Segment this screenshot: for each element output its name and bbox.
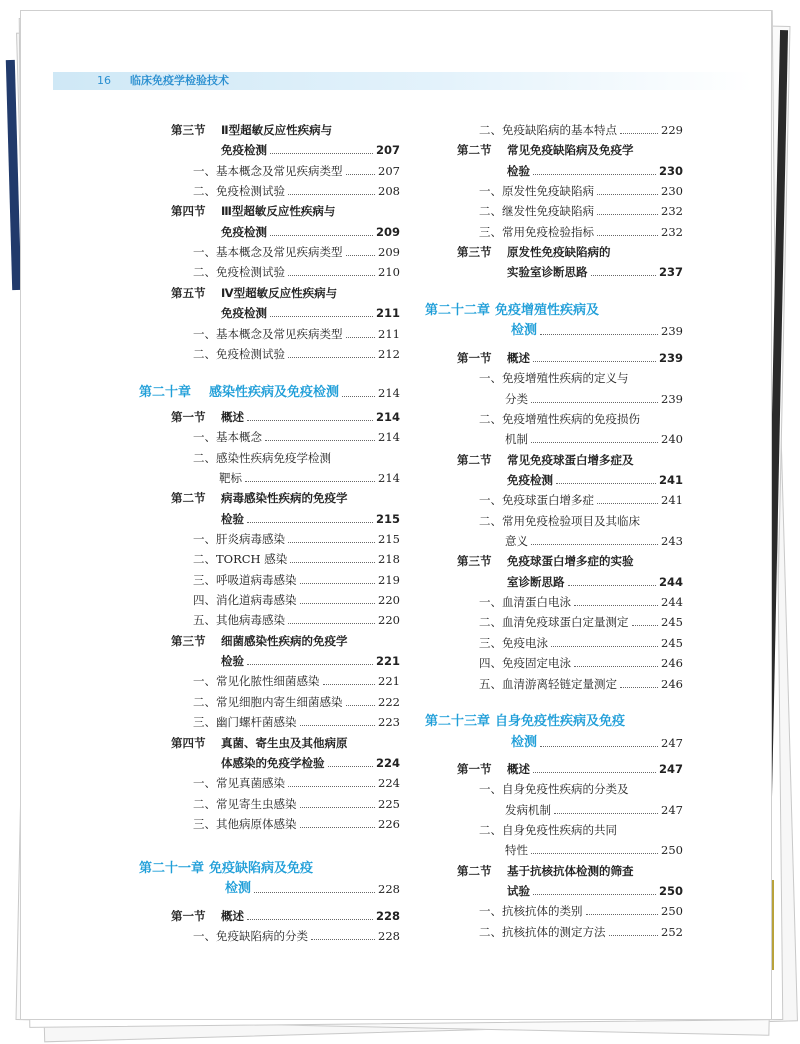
toc-entry-title: 自身免疫性疾病及免疫 bbox=[495, 714, 626, 730]
toc-entry-title: 免疫增殖性疾病及 bbox=[495, 303, 600, 319]
section-label: 第一节 bbox=[457, 350, 492, 365]
toc-entry bbox=[219, 466, 400, 486]
toc-entry bbox=[171, 731, 400, 751]
toc-entry-title: 二、免疫检测试验 bbox=[193, 184, 285, 199]
dot-leader bbox=[540, 334, 658, 335]
toc-entry-title: 一、自身免疫性疾病的分类及 bbox=[479, 782, 629, 797]
toc-entry bbox=[479, 407, 683, 427]
toc-entry-title: 一、基本概念 bbox=[193, 430, 262, 445]
section-label: 第二节 bbox=[457, 143, 492, 158]
dot-leader bbox=[533, 174, 656, 175]
dot-leader bbox=[540, 746, 658, 747]
toc-entry-title: 概述 bbox=[507, 761, 530, 776]
dot-leader bbox=[323, 684, 376, 685]
toc-entry bbox=[193, 179, 400, 199]
toc-entry-title: 二、TORCH 感染 bbox=[193, 552, 288, 567]
dot-leader bbox=[265, 440, 375, 441]
toc-entry bbox=[505, 529, 683, 549]
toc-entry-title: 一、肝炎病毒感染 bbox=[193, 532, 285, 547]
toc-page-number: 228 bbox=[378, 882, 400, 897]
toc-page-number: 220 bbox=[378, 593, 400, 608]
toc-entry-title: 二、感染性疾病免疫学检测 bbox=[193, 450, 331, 465]
toc-page-number: 244 bbox=[661, 595, 683, 610]
dot-leader bbox=[533, 361, 656, 362]
toc-page-number: 240 bbox=[661, 432, 683, 447]
dot-leader bbox=[328, 766, 373, 767]
toc-entry bbox=[193, 792, 400, 812]
toc-entry-title: 二、抗核抗体的测定方法 bbox=[479, 924, 606, 939]
toc-entry bbox=[505, 838, 683, 858]
toc-entry-title: 二、常用免疫检验项目及其临床 bbox=[479, 513, 640, 528]
section-label: 第三节 bbox=[457, 245, 492, 260]
toc-entry bbox=[479, 818, 683, 838]
dot-leader bbox=[290, 562, 375, 563]
toc-entry-title: 一、常见真菌感染 bbox=[193, 776, 285, 791]
toc-entry-title: 二、常见细胞内寄生细菌感染 bbox=[193, 694, 343, 709]
toc-entry-title: 一、常见化脓性细菌感染 bbox=[193, 674, 320, 689]
toc-page-number: 239 bbox=[661, 391, 683, 406]
toc-entry-title: 真菌、寄生虫及其他病原 bbox=[221, 735, 348, 750]
toc-page-number: 250 bbox=[661, 843, 683, 858]
dot-leader bbox=[597, 194, 658, 195]
dot-leader bbox=[346, 174, 376, 175]
toc-entry-title: 五、血清游离轻链定量测定 bbox=[479, 676, 617, 691]
toc-entry bbox=[193, 568, 400, 588]
dot-leader bbox=[270, 235, 373, 236]
toc-entry-title: 三、常用免疫检验指标 bbox=[479, 224, 594, 239]
toc-page-number: 232 bbox=[661, 204, 683, 219]
dot-leader bbox=[346, 255, 376, 256]
toc-entry-title: 二、免疫缺陷病的基本特点 bbox=[479, 123, 617, 137]
toc-entry bbox=[193, 240, 400, 260]
section-label: 第三节 bbox=[457, 554, 492, 569]
toc-entry bbox=[193, 812, 400, 832]
toc-page-number: 214 bbox=[378, 470, 400, 485]
toc-page-number: 210 bbox=[378, 265, 400, 280]
section-label: 第三节 bbox=[171, 633, 206, 648]
toc-entry bbox=[193, 588, 400, 608]
toc-entry bbox=[193, 924, 400, 944]
toc-entry-title: 检验 bbox=[507, 163, 530, 178]
toc-entry bbox=[221, 649, 400, 669]
toc-page-number: 247 bbox=[658, 761, 683, 776]
toc-page-number: 222 bbox=[378, 694, 400, 709]
page-number: 16 bbox=[97, 74, 111, 87]
toc-page-number: 250 bbox=[658, 884, 683, 899]
toc-entry bbox=[479, 220, 683, 240]
toc-entry-title: 细菌感染性疾病的免疫学 bbox=[221, 633, 348, 648]
toc-page-number: 250 bbox=[661, 904, 683, 919]
toc-entry-title: 一、抗核抗体的类别 bbox=[479, 904, 583, 919]
toc-page-number: 208 bbox=[378, 184, 400, 199]
toc-page-number: 207 bbox=[375, 143, 400, 158]
toc-page-number: 230 bbox=[661, 184, 683, 199]
toc-page-number: 209 bbox=[378, 245, 400, 260]
toc-entry bbox=[505, 798, 683, 818]
toc-entry bbox=[479, 509, 683, 529]
toc-entry-title: 概述 bbox=[221, 908, 244, 923]
dot-leader bbox=[533, 894, 656, 895]
toc-page-number: 225 bbox=[378, 796, 400, 811]
toc-page-number: 237 bbox=[658, 265, 683, 280]
toc-entry bbox=[457, 549, 683, 569]
dot-leader bbox=[609, 935, 659, 936]
toc-entry bbox=[193, 322, 400, 342]
toc-page-number: 211 bbox=[378, 326, 400, 341]
toc-entry-title: 一、原发性免疫缺陷病 bbox=[479, 184, 594, 199]
toc-entry-title: 检测 bbox=[225, 881, 252, 897]
toc-page-number: 228 bbox=[375, 908, 400, 923]
toc-page-number: 252 bbox=[661, 924, 683, 939]
toc-entry-title: 免疫检测 bbox=[221, 143, 267, 158]
toc-entry bbox=[193, 669, 400, 689]
toc-entry-title: Ⅱ型超敏反应性疾病与 bbox=[221, 123, 333, 137]
toc-entry bbox=[171, 405, 400, 425]
dot-leader bbox=[311, 939, 375, 940]
dot-leader bbox=[300, 807, 376, 808]
toc-entry-title: 一、血清蛋白电泳 bbox=[479, 595, 571, 610]
toc-entry bbox=[225, 877, 400, 897]
dot-leader bbox=[591, 275, 656, 276]
toc-entry-title: 三、免疫电泳 bbox=[479, 635, 548, 650]
toc-entry-title: 四、消化道病毒感染 bbox=[193, 593, 297, 608]
toc-entry bbox=[171, 904, 400, 924]
dot-leader bbox=[300, 603, 376, 604]
toc-page-number: 230 bbox=[658, 163, 683, 178]
toc-page-number: 244 bbox=[658, 574, 683, 589]
toc-entry-title: 基于抗核抗体检测的筛查 bbox=[507, 863, 634, 878]
dot-leader bbox=[586, 914, 659, 915]
toc-entry bbox=[479, 672, 683, 692]
section-label: 第一节 bbox=[171, 908, 206, 923]
section-label: 第二节 bbox=[457, 863, 492, 878]
toc-page-number: 247 bbox=[661, 735, 683, 750]
toc-page-number: 209 bbox=[375, 224, 400, 239]
toc-entry bbox=[511, 731, 683, 751]
toc-entry bbox=[479, 199, 683, 219]
dot-leader bbox=[288, 542, 375, 543]
dot-leader bbox=[270, 153, 373, 154]
dot-leader bbox=[245, 481, 375, 482]
toc-entry bbox=[193, 446, 400, 466]
toc-entry-title: 实验室诊断思路 bbox=[507, 265, 588, 280]
chapter-label: 第二十一章 bbox=[139, 860, 205, 876]
toc-entry-title: 二、自身免疫性疾病的共同 bbox=[479, 823, 617, 838]
chapter-label: 第二十三章 bbox=[425, 714, 491, 730]
toc-entry-title: 免疫检测 bbox=[221, 224, 267, 239]
toc-entry bbox=[139, 857, 400, 877]
toc-page-number: 221 bbox=[375, 654, 400, 669]
toc-entry-title: 机制 bbox=[505, 432, 528, 447]
toc-entry-title: 试验 bbox=[507, 884, 530, 899]
toc-entry bbox=[221, 507, 400, 527]
toc-entry bbox=[221, 138, 400, 158]
toc-entry-title: 常见免疫缺陷病及免疫学 bbox=[507, 143, 634, 158]
toc-entry-title: 一、免疫球蛋白增多症 bbox=[479, 493, 594, 508]
toc-entry bbox=[507, 260, 683, 280]
toc-entry-title: 免疫球蛋白增多症的实验 bbox=[507, 554, 634, 569]
toc-entry-title: 检测 bbox=[511, 734, 538, 750]
toc-entry bbox=[193, 159, 400, 179]
toc-entry-title: 二、免疫检测试验 bbox=[193, 346, 285, 361]
toc-page-number: 212 bbox=[378, 346, 400, 361]
dot-leader bbox=[288, 194, 375, 195]
dot-leader bbox=[531, 853, 658, 854]
dot-leader bbox=[247, 420, 373, 421]
toc-page-number: 245 bbox=[661, 635, 683, 650]
toc-entry bbox=[511, 319, 683, 339]
toc-entry bbox=[479, 118, 683, 138]
toc-entry-title: 二、免疫增殖性疾病的免疫损伤 bbox=[479, 411, 640, 426]
dot-leader bbox=[342, 396, 375, 397]
dot-leader bbox=[288, 357, 375, 358]
dot-leader bbox=[254, 892, 375, 893]
toc-entry bbox=[479, 590, 683, 610]
toc-entry bbox=[457, 757, 683, 777]
toc-entry-title: 一、基本概念及常见疾病类型 bbox=[193, 245, 343, 260]
dot-leader bbox=[288, 275, 375, 276]
toc-entry bbox=[457, 240, 683, 260]
dot-leader bbox=[288, 623, 375, 624]
dot-leader bbox=[247, 664, 373, 665]
toc-entry-title: 室诊断思路 bbox=[507, 574, 565, 589]
toc-entry bbox=[193, 425, 400, 445]
toc-page-number: 247 bbox=[661, 802, 683, 817]
toc-entry bbox=[479, 899, 683, 919]
toc-entry-title: 三、幽门螺杆菌感染 bbox=[193, 715, 297, 730]
dot-leader bbox=[574, 666, 658, 667]
dot-leader bbox=[531, 544, 658, 545]
toc-entry bbox=[425, 299, 683, 319]
dot-leader bbox=[300, 725, 376, 726]
toc-entry bbox=[479, 179, 683, 199]
dot-leader bbox=[533, 772, 656, 773]
toc-page-number: 214 bbox=[378, 430, 400, 445]
dot-leader bbox=[247, 522, 373, 523]
dot-leader bbox=[288, 786, 375, 787]
toc-entry bbox=[171, 199, 400, 219]
toc-entry bbox=[457, 138, 683, 158]
toc-entry-title: 发病机制 bbox=[505, 802, 551, 817]
toc-entry-title: 三、其他病原体感染 bbox=[193, 816, 297, 831]
toc-page-number: 219 bbox=[378, 572, 400, 587]
toc-entry-title: 一、免疫增殖性疾病的定义与 bbox=[479, 371, 629, 386]
section-label: 第二节 bbox=[457, 452, 492, 467]
toc-entry bbox=[479, 366, 683, 386]
toc-page-number: 218 bbox=[378, 552, 400, 567]
toc-entry-title: 免疫检测 bbox=[221, 306, 267, 321]
toc-entry bbox=[479, 651, 683, 671]
dot-leader bbox=[620, 133, 658, 134]
toc-entry-title: 五、其他病毒感染 bbox=[193, 613, 285, 628]
toc-entry bbox=[479, 488, 683, 508]
toc-entry bbox=[193, 527, 400, 547]
toc-page-number: 215 bbox=[375, 511, 400, 526]
toc-entry bbox=[171, 629, 400, 649]
toc-page-number: 243 bbox=[661, 534, 683, 549]
toc-entry-title: 一、基本概念及常见疾病类型 bbox=[193, 163, 343, 178]
toc-entry-title: 特性 bbox=[505, 843, 528, 858]
toc-entry bbox=[505, 387, 683, 407]
toc-entry-title: 二、血清免疫球蛋白定量测定 bbox=[479, 615, 629, 630]
dot-leader bbox=[568, 585, 656, 586]
dot-leader bbox=[346, 705, 376, 706]
running-header-title: 临床免疫学检验技术 bbox=[130, 74, 229, 87]
toc-entry-title: 原发性免疫缺陷病的 bbox=[507, 245, 611, 260]
toc-entry-title: 二、继发性免疫缺陷病 bbox=[479, 204, 594, 219]
section-label: 第四节 bbox=[171, 735, 206, 750]
toc-entry bbox=[171, 486, 400, 506]
toc-entry bbox=[193, 690, 400, 710]
toc-entry-title: 四、免疫固定电泳 bbox=[479, 656, 571, 671]
toc-entry bbox=[457, 448, 683, 468]
dot-leader bbox=[632, 625, 659, 626]
toc-page-number: 246 bbox=[661, 676, 683, 691]
toc-page-number: 215 bbox=[378, 532, 400, 547]
dot-leader bbox=[270, 316, 373, 317]
toc-page-number: 245 bbox=[661, 615, 683, 630]
toc-page-number: 214 bbox=[375, 409, 400, 424]
toc-entry-title: 常见免疫球蛋白增多症及 bbox=[507, 452, 634, 467]
toc-entry-title: 二、常见寄生虫感染 bbox=[193, 796, 297, 811]
toc-entry bbox=[479, 777, 683, 797]
toc-entry bbox=[221, 751, 400, 771]
dot-leader bbox=[554, 813, 658, 814]
dot-leader bbox=[531, 442, 658, 443]
toc-entry bbox=[507, 570, 683, 590]
dot-leader bbox=[597, 503, 658, 504]
section-label: 第四节 bbox=[171, 204, 206, 219]
toc-entry bbox=[457, 859, 683, 879]
toc-entry-title: 概述 bbox=[221, 409, 244, 424]
toc-entry bbox=[193, 771, 400, 791]
toc-entry-title: 二、免疫检测试验 bbox=[193, 265, 285, 280]
toc-entry-title: Ⅳ型超敏反应性疾病与 bbox=[221, 285, 338, 300]
toc-page-number: 207 bbox=[378, 163, 400, 178]
section-label: 第五节 bbox=[171, 285, 206, 300]
toc-entry bbox=[221, 220, 400, 240]
toc-page-number: 241 bbox=[661, 493, 683, 508]
toc-page-number: 224 bbox=[375, 755, 400, 770]
toc-entry bbox=[193, 608, 400, 628]
toc-entry-title: 检验 bbox=[221, 654, 244, 669]
toc-entry-title: 体感染的免疫学检验 bbox=[221, 755, 325, 770]
toc-page-number: 229 bbox=[661, 123, 683, 137]
toc-entry bbox=[221, 301, 400, 321]
toc-entry-title: 一、免疫缺陷病的分类 bbox=[193, 928, 308, 943]
toc-page-number: 232 bbox=[661, 224, 683, 239]
toc-entry-title: 三、呼吸道病毒感染 bbox=[193, 572, 297, 587]
chapter-label: 第二十章 bbox=[139, 384, 192, 400]
toc-entry-title: 病毒感染性疾病的免疫学 bbox=[221, 491, 348, 506]
dot-leader bbox=[597, 214, 658, 215]
toc-page-number: 224 bbox=[378, 776, 400, 791]
toc-entry bbox=[193, 260, 400, 280]
dot-leader bbox=[300, 583, 376, 584]
toc-entry bbox=[193, 710, 400, 730]
toc-entry-title: 概述 bbox=[507, 350, 530, 365]
toc-entry bbox=[507, 468, 683, 488]
toc-entry bbox=[505, 427, 683, 447]
toc-entry bbox=[457, 346, 683, 366]
toc-entry-title: 意义 bbox=[505, 534, 528, 549]
toc-entry-title: Ⅲ型超敏反应性疾病与 bbox=[221, 204, 336, 219]
toc-entry bbox=[479, 920, 683, 940]
toc-entry-title: 免疫检测 bbox=[507, 473, 553, 488]
toc-page-number: 220 bbox=[378, 613, 400, 628]
toc-page-number: 228 bbox=[378, 928, 400, 943]
dot-leader bbox=[597, 235, 658, 236]
toc-entry bbox=[425, 710, 683, 730]
toc-entry bbox=[139, 381, 400, 401]
dot-leader bbox=[574, 605, 658, 606]
toc-entry bbox=[507, 159, 683, 179]
toc-page-number: 241 bbox=[658, 473, 683, 488]
toc-entry bbox=[507, 879, 683, 899]
toc-entry-title: 感染性疾病及免疫检测 bbox=[209, 384, 340, 400]
toc-entry-title: 检验 bbox=[221, 511, 244, 526]
toc-page-number: 239 bbox=[658, 350, 683, 365]
toc-page-number: 211 bbox=[375, 306, 400, 321]
dot-leader bbox=[300, 827, 376, 828]
dot-leader bbox=[620, 687, 658, 688]
dot-leader bbox=[346, 337, 376, 338]
toc-entry bbox=[171, 281, 400, 301]
toc-entry-title: 免疫缺陷病及免疫 bbox=[209, 860, 314, 876]
section-label: 第二节 bbox=[171, 491, 206, 506]
toc-page-number: 223 bbox=[378, 715, 400, 730]
toc-entry-title: 分类 bbox=[505, 391, 528, 406]
chapter-label: 第二十二章 bbox=[425, 303, 491, 319]
toc-entry-title: 靶标 bbox=[219, 470, 242, 485]
dot-leader bbox=[556, 483, 656, 484]
dot-leader bbox=[551, 646, 658, 647]
toc-page-number: 239 bbox=[661, 324, 683, 339]
toc-page-number: 246 bbox=[661, 656, 683, 671]
dot-leader bbox=[531, 402, 658, 403]
toc-entry-title: 一、基本概念及常见疾病类型 bbox=[193, 326, 343, 341]
dot-leader bbox=[247, 919, 373, 920]
toc-entry bbox=[479, 610, 683, 630]
toc-entry bbox=[193, 547, 400, 567]
section-label: 第一节 bbox=[457, 761, 492, 776]
toc-entry bbox=[479, 631, 683, 651]
toc-page-number: 214 bbox=[378, 385, 400, 400]
section-label: 第三节 bbox=[171, 123, 206, 137]
toc-entry bbox=[171, 118, 400, 138]
toc-page-number: 226 bbox=[378, 816, 400, 831]
toc-page-number: 221 bbox=[378, 674, 400, 689]
section-label: 第一节 bbox=[171, 409, 206, 424]
toc-entry bbox=[193, 342, 400, 362]
toc-entry-title: 检测 bbox=[511, 323, 538, 339]
